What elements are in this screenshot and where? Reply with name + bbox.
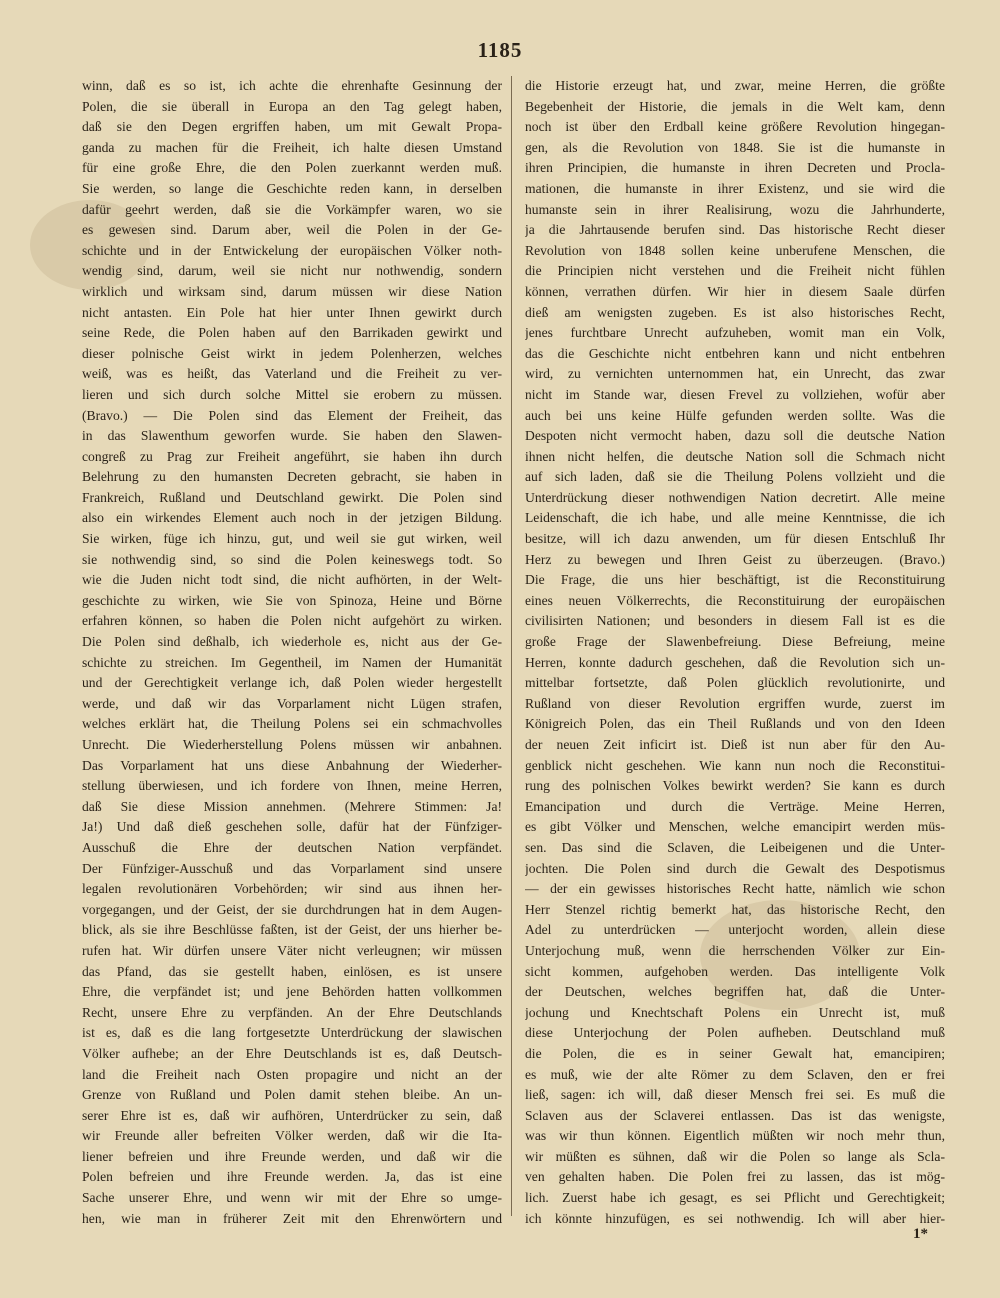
- text-line: in das Slawenthum geworfen wurde. Sie haben den Slawen-: [82, 428, 502, 444]
- text-line: lich. Zuerst habe ich gesagt, es sei Pflicht und Gerechtigkeit;: [525, 1190, 945, 1206]
- text-line: Ausschuß die Ehre der deutschen Nation verpfändet.: [82, 839, 502, 855]
- text-line: land die Freiheit nach Osten propagire und nicht an der: [82, 1066, 502, 1082]
- text-line: ven gehalten haben. Die Polen frei zu lassen, das ist mög-: [525, 1169, 945, 1185]
- text-line: nicht im Stande war, diesen Frevel zu vollziehen, wofür aber: [525, 386, 945, 402]
- text-line: winn, daß es so ist, ich achte die ehrenhafte Gesinnung der: [82, 78, 502, 93]
- text-line: (Bravo.) — Die Polen sind das Element der Freiheit, das: [82, 407, 502, 423]
- text-line: rufen hat. Wir dürfen unsere Väter nicht verleugnen; wir müssen: [82, 942, 502, 958]
- text-line: jochten. Die Polen sind durch die Gewalt des Despotismus: [525, 860, 945, 876]
- text-line: Begebenheit der Historie, die jemals in die Welt kam, denn: [525, 98, 945, 114]
- text-line: ja die Jahrtausende berufen sind. Das historische Recht dieser: [525, 222, 945, 238]
- text-line: Polen, die sie überall in Europa an den Tag gelegt haben,: [82, 98, 502, 114]
- text-line: und der Gerechtigkeit verlange ich, daß Polen wieder hergestellt: [82, 675, 502, 691]
- signature-mark: 1*: [913, 1226, 928, 1242]
- text-line: wir Freunde aller befreiten Völker werden, daß wir die Ita-: [82, 1128, 502, 1144]
- text-line: geschichte zu wirken, wie Sie von Spinoza, Heine und Börne: [82, 592, 502, 608]
- text-line: liener befreien und ihre Freunde werden, und daß wir die: [82, 1148, 502, 1164]
- text-line: der neuen Zeit inficirt ist. Dieß ist nun aber für den Au-: [525, 737, 945, 752]
- text-line: weiß, was es heißt, das Vaterland und die Freiheit zu ver-: [82, 366, 502, 382]
- text-line: — der ein gewisses historisches Recht hatte, nämlich wie schon: [525, 881, 945, 897]
- text-line: Ehre, die verpfändet ist; und jene Behörden hatten vollkommen: [82, 984, 502, 1000]
- text-line: dieser polnische Geist wirkt in jedem Polenherzen, welches: [82, 345, 502, 361]
- text-line: dieß am wenigsten zugeben. Es ist also historisches Recht,: [525, 304, 945, 320]
- text-line: ich könnte hinzufügen, es sei nothwendig. Ich will aber hier-: [525, 1210, 945, 1226]
- text-line: dafür geehrt werden, daß sie die Vorkämpfer waren, wo sie: [82, 201, 502, 217]
- text-line: Polen befreien und ihre Freunde werden. Ja, das ist eine: [82, 1169, 502, 1185]
- text-line: Grenze von Rußland und Polen damit stehen bleibe. An un-: [82, 1087, 502, 1103]
- text-line: Der Fünfziger-Ausschuß und das Vorparlament sind unsere: [82, 860, 502, 876]
- text-line: Unterjochung muß, wenn die herrschenden Völker zur Ein-: [525, 942, 945, 958]
- page-number: 1185: [477, 38, 523, 62]
- text-line: also ein wirkendes Element auch noch in der jetzigen Bildung.: [82, 510, 502, 526]
- text-line: Recht, unsere Ehre zu verpfänden. An der Ehre Deutschlands: [82, 1004, 502, 1020]
- text-line: mittelbar fortsetzte, daß Polen glücklich revolutionirte, und: [525, 675, 945, 691]
- text-line: Sache unserer Ehre, und wenn wir mit der Ehre so umge-: [82, 1190, 502, 1206]
- text-line: eines neuen Völkerrechts, die Reconstituirung der europäischen: [525, 592, 945, 608]
- text-line: legalen revolutionären Vorbehörden; wir sind aus ihnen her-: [82, 881, 502, 897]
- left-text-column: [82, 76, 502, 1226]
- text-line: daß sie den Degen ergriffen haben, um mit Gewalt Propa-: [82, 119, 502, 135]
- text-line: für eine große Ehre, die den Polen zuerkannt werden muß.: [82, 160, 502, 176]
- text-line: Ja!) Und daß dieß geschehen solle, dafür hat der Fünfziger-: [82, 819, 502, 835]
- text-line: Königreich Polen, das ein Theil Rußlands und von den Ideen: [525, 716, 945, 732]
- text-line: schichte und in der Entwickelung der europäischen Völker noth-: [82, 242, 502, 258]
- text-line: stellung überwiesen, und ich fordere von Ihnen, meine Herren,: [82, 778, 502, 794]
- text-line: humanste sein in ihrer Realisirung, wozu die Jahrhunderte,: [525, 201, 945, 217]
- text-line: erfahren können, so haben die Polen nicht aufgehört zu wirken.: [82, 613, 502, 629]
- text-line: Herr Stenzel richtig bemerkt hat, das historische Recht, den: [525, 901, 945, 917]
- text-line: seine Rede, die Polen haben auf den Barrikaden gewirkt und: [82, 325, 502, 341]
- text-line: civilisirten Nationen; und besonders in diesem Fall ist es die: [525, 613, 945, 629]
- text-line: jochung und Knechtschaft Polens ein Unrecht ist, muß: [525, 1004, 945, 1020]
- text-line: Die Frage, die uns hier beschäftigt, ist die Reconstituirung: [525, 572, 945, 588]
- text-line: wirklich und wirksam sind, darum müssen wir diese Nation: [82, 283, 502, 299]
- text-line: congreß zu Prag zur Freiheit angeführt, sie haben ihn durch: [82, 448, 502, 464]
- text-line: Rußland von dieser Revolution ergriffen wurde, zuerst im: [525, 695, 945, 711]
- text-line: Herz zu bewegen und Ihren Geist zu überzeugen. (Bravo.): [525, 551, 945, 567]
- text-line: das die Geschichte nicht entbehren kann und nicht entbehren: [525, 345, 945, 361]
- text-line: gen, als die Revolution von 1848. Sie ist die humanste in: [525, 139, 945, 155]
- text-line: jenes furchtbare Unrecht aufzuheben, womit man ein Volk,: [525, 325, 945, 341]
- text-line: wendig sind, darum, weil sie nicht nur nothwendig, sondern: [82, 263, 502, 279]
- text-line: Belehrung zu den humansten Decreten gebracht, sie haben in: [82, 469, 502, 485]
- text-line: Sie wirken, füge ich hinzu, gut, und weil sie gut wirken, weil: [82, 531, 502, 547]
- text-line: auf sich laden, daß sie die Theilung Polens vollzieht und die: [525, 469, 945, 485]
- text-line: was wir thun können. Eigentlich müßten wir noch mehr thun,: [525, 1128, 945, 1144]
- text-line: hen, wie man in früherer Zeit mit den Ehrenwörtern und: [82, 1210, 502, 1226]
- text-line: der Deutschen, welches begriffen hat, daß die Unter-: [525, 984, 945, 1000]
- text-line: Emancipation und durch die Verträge. Meine Herren,: [525, 798, 945, 814]
- text-line: sie nothwendig sind, so sind die Polen keineswegs todt. So: [82, 551, 502, 567]
- text-line: Die Polen sind deßhalb, ich wiederhole es, nicht aus der Ge-: [82, 634, 502, 650]
- text-line: Völker aufhebe; an der Ehre Deutschlands ist es, daß Deutsch-: [82, 1045, 502, 1061]
- text-line: wird, zu vernichten unternommen hat, ein Unrecht, das zwar: [525, 366, 945, 382]
- text-line: Leidenschaft, die ich habe, und alle meine Kenntnisse, die ich: [525, 510, 945, 526]
- text-line: ihren Principien, die humanste in ihren Decreten und Procla-: [525, 160, 945, 176]
- text-line: Revolution von 1848 sollen keine unberufene Menschen, die: [525, 242, 945, 258]
- text-line: sicht kommen, aufgehoben werden. Das intelligente Volk: [525, 963, 945, 979]
- text-line: werde, und daß wir das Vorparlament nicht Lügen strafen,: [82, 695, 502, 711]
- text-line: das Pfand, das sie gestellt haben, einlösen, es ist unsere: [82, 963, 502, 979]
- text-line: nicht antasten. Ein Pole hat hier unter Ihnen gewirkt durch: [82, 304, 502, 320]
- text-line: noch ist über den Erdball keine größere Revolution hingegan-: [525, 119, 945, 135]
- text-line: besitze, will ich dazu anwenden, um für diesen Entschluß Ihr: [525, 531, 945, 547]
- text-line: serer Ehre ist es, daß wir aufhören, Unterdrücker zu sein, daß: [82, 1107, 502, 1123]
- text-line: vorgegangen, und der Geist, der sie durchdrungen hat in dem Augen-: [82, 901, 502, 917]
- text-line: große Frage der Slawenbefreiung. Diese Befreiung, meine: [525, 634, 945, 650]
- text-line: ihnen nicht helfen, die deutsche Nation soll die Schmach nicht: [525, 448, 945, 464]
- text-line: es gibt Völker und Menschen, welche emancipirt werden müs-: [525, 819, 945, 835]
- text-line: Unterdrückung dieser nothwendigen Nation decretirt. Alle meine: [525, 489, 945, 505]
- text-line: mationen, die humanste in ihrer Existenz, und sie wird die: [525, 180, 945, 196]
- text-line: sen. Das sind die Sclaven, die Leibeigenen und die Unter-: [525, 839, 945, 855]
- text-line: es muß, wie der alte Römer zu dem Sclaven, den er frei: [525, 1066, 945, 1082]
- text-line: Sclaven aus der Sclaverei entlassen. Das ist das wenigste,: [525, 1107, 945, 1123]
- text-line: Despoten nicht vermocht haben, dazu soll die deutsche Nation: [525, 428, 945, 444]
- text-line: ist es, daß es die lang fortgesetzte Unterdrückung der slawischen: [82, 1025, 502, 1041]
- text-line: Sie werden, so lange die Geschichte reden kann, in derselben: [82, 180, 502, 196]
- text-line: daß Sie diese Mission annehmen. (Mehrere Stimmen: Ja!: [82, 798, 502, 814]
- text-line: Frankreich, Rußland und Deutschland gewirkt. Die Polen sind: [82, 489, 502, 505]
- text-line: Unrecht. Die Wiederherstellung Polens müssen wir anbahnen.: [82, 737, 502, 752]
- text-line: es gewesen sind. Darum aber, weil die Polen in der Ge-: [82, 222, 502, 238]
- text-line: wir müßten es sühnen, daß wir die Polen so lange als Scla-: [525, 1148, 945, 1164]
- text-line: lieren und sich durch solche Mittel sie erobern zu müssen.: [82, 386, 502, 402]
- text-line: schichte zu streichen. Im Gegentheil, im Namen der Humanität: [82, 654, 502, 670]
- text-line: Das Vorparlament hat uns diese Anbahnung der Wiederher-: [82, 757, 502, 773]
- text-line: wie die Juden nicht todt sind, die nicht aufhörten, in der Welt-: [82, 572, 502, 588]
- text-line: welches erklärt hat, die Theilung Polens sei ein schmachvolles: [82, 716, 502, 732]
- text-line: die Historie erzeugt hat, und zwar, meine Herren, die größte: [525, 78, 945, 93]
- right-text-column: [525, 76, 945, 1226]
- text-line: genblick nicht geschehen. Wie kann nun noch die Reconstitui-: [525, 757, 945, 773]
- text-line: die Polen, die es in seiner Gewalt hat, emancipiren;: [525, 1045, 945, 1061]
- text-line: die Principien nicht verstehen und die Freiheit nicht fühlen: [525, 263, 945, 279]
- text-line: blick, als sie ihre Beschlüsse faßten, ist der Geist, der uns hierher be-: [82, 922, 502, 938]
- text-line: ließ, sagen: ich will, daß dieser Mensch frei sei. Es muß die: [525, 1087, 945, 1103]
- column-divider: [511, 76, 512, 1216]
- text-line: ganda zu machen für die Freiheit, ich halte diesen Umstand: [82, 139, 502, 155]
- text-line: rung des polnischen Volkes bewirkt werden? Sie kann es durch: [525, 778, 945, 794]
- text-line: können, verrathen dürfen. Wir hier in diesem Saale dürfen: [525, 283, 945, 299]
- text-line: Adel zu unterdrücken — unterjocht worden, allein diese: [525, 922, 945, 938]
- text-line: auch bei uns keine Hülfe gefunden werden sollte. Was die: [525, 407, 945, 423]
- text-line: diese Unterjochung der Polen aufheben. Deutschland muß: [525, 1025, 945, 1041]
- text-line: Herren, konnte dadurch geschehen, daß die Revolution sich un-: [525, 654, 945, 670]
